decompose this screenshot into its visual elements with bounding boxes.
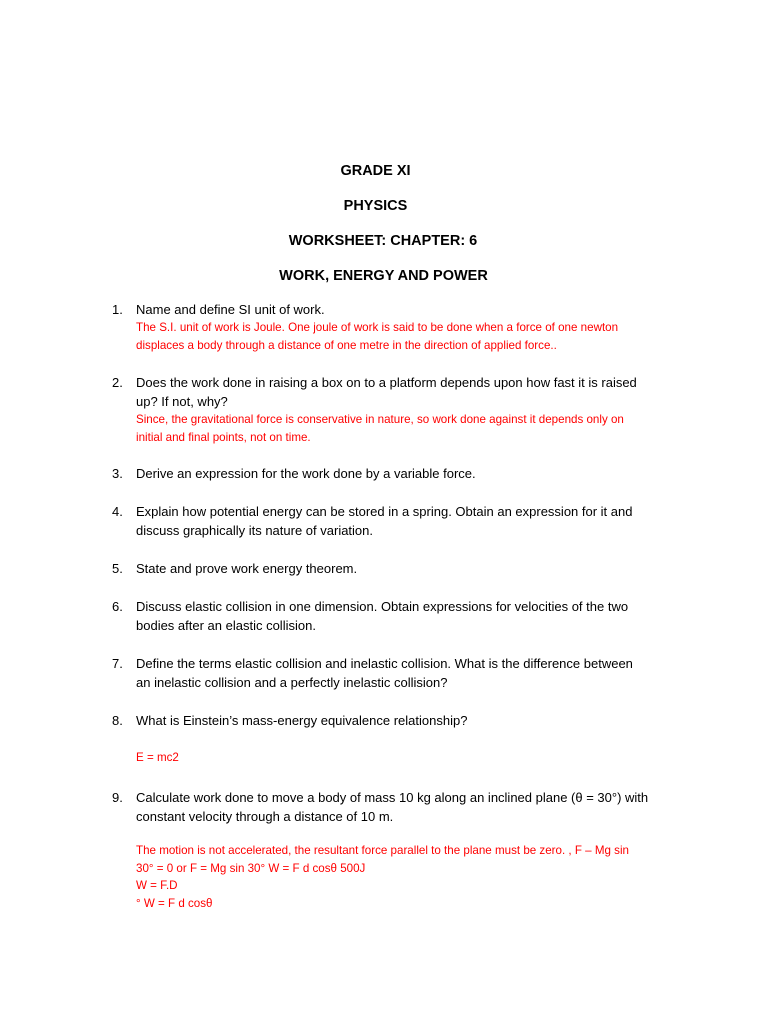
question-item xyxy=(112,597,682,635)
question-text xyxy=(136,559,682,578)
question-number: 6. xyxy=(112,599,123,614)
question-line: Define the terms elastic collision and inelastic collision. What is the difference between xyxy=(136,656,633,671)
question-text xyxy=(136,711,682,730)
answer-line: initial and final points, not on time. xyxy=(136,430,311,444)
answer-line: displaces a body through a distance of one metre in the direction of applied force.. xyxy=(136,338,557,352)
question-number: 4. xyxy=(112,504,123,519)
question-number: 5. xyxy=(112,561,123,576)
topic-heading xyxy=(0,267,768,285)
question-number: 9. xyxy=(112,790,123,805)
question-line: up? If not, why? xyxy=(136,394,228,409)
answer-line: 30° = 0 or F = Mg sin 30° W = F d cosθ 500J xyxy=(136,861,366,875)
question-line: Explain how potential energy can be stored in a spring. Obtain an expression for it and xyxy=(136,504,633,519)
question-line: constant velocity through a distance of 10 m. xyxy=(136,809,394,824)
answer-line: W = F.D xyxy=(136,879,178,892)
answer-text xyxy=(136,842,682,912)
question-line: bodies after an elastic collision. xyxy=(136,618,316,633)
question-item xyxy=(112,559,682,578)
question-text xyxy=(136,788,682,826)
question-text xyxy=(136,373,682,411)
question-number: 2. xyxy=(112,375,123,390)
question-number: 3. xyxy=(112,466,123,481)
question-line: State and prove work energy theorem. xyxy=(136,561,358,576)
question-line: Discuss elastic collision in one dimension. Obtain expressions for velocities of the two xyxy=(136,599,629,614)
question-text xyxy=(136,597,682,635)
question-item xyxy=(112,502,682,540)
answer-text xyxy=(136,749,682,767)
question-item xyxy=(112,654,682,692)
question-item xyxy=(112,788,682,912)
worksheet-text: WORKSHEET: CHAPTER: 6 xyxy=(288,233,478,249)
question-line: Derive an expression for the work done by a variable force. xyxy=(136,466,476,481)
answer-line: The S.I. unit of work is Joule. One joule of work is said to be done when a force of one newton xyxy=(136,321,619,334)
subject-text: PHYSICS xyxy=(343,198,408,214)
answer-line: E = mc2 xyxy=(136,751,179,764)
question-item xyxy=(112,464,682,483)
grade-text: GRADE XI xyxy=(340,163,411,179)
question-item xyxy=(112,300,682,354)
question-line: What is Einstein’s mass-energy equivalence relationship? xyxy=(136,713,468,728)
question-text xyxy=(136,464,682,483)
worksheet-heading xyxy=(0,232,768,250)
question-line: discuss graphically its nature of variation. xyxy=(136,523,374,538)
answer-text xyxy=(136,319,682,354)
answer-text xyxy=(136,411,682,446)
question-item xyxy=(112,711,682,767)
question-text xyxy=(136,502,682,540)
grade-heading xyxy=(0,162,768,180)
subject-heading xyxy=(0,197,768,215)
question-number: 1. xyxy=(112,302,123,317)
question-line: Calculate work done to move a body of mass 10 kg along an inclined plane (θ = 30°) with xyxy=(136,790,649,805)
question-line: an inelastic collision and a perfectly inelastic collision? xyxy=(136,675,448,690)
question-line: Does the work done in raising a box on to a platform depends upon how fast it is raised xyxy=(136,375,637,390)
answer-line: ° W = F d cosθ xyxy=(136,896,213,910)
question-line: Name and define SI unit of work. xyxy=(136,302,325,317)
question-number: 8. xyxy=(112,713,123,728)
question-text xyxy=(136,300,682,319)
question-number: 7. xyxy=(112,656,123,671)
answer-line: Since, the gravitational force is conservative in nature, so work done against it depends only on xyxy=(136,413,624,426)
question-item xyxy=(112,373,682,446)
topic-text: WORK, ENERGY AND POWER xyxy=(279,268,488,284)
question-text xyxy=(136,654,682,692)
answer-line: The motion is not accelerated, the resultant force parallel to the plane must be zero. , F – Mg sin xyxy=(136,844,629,857)
